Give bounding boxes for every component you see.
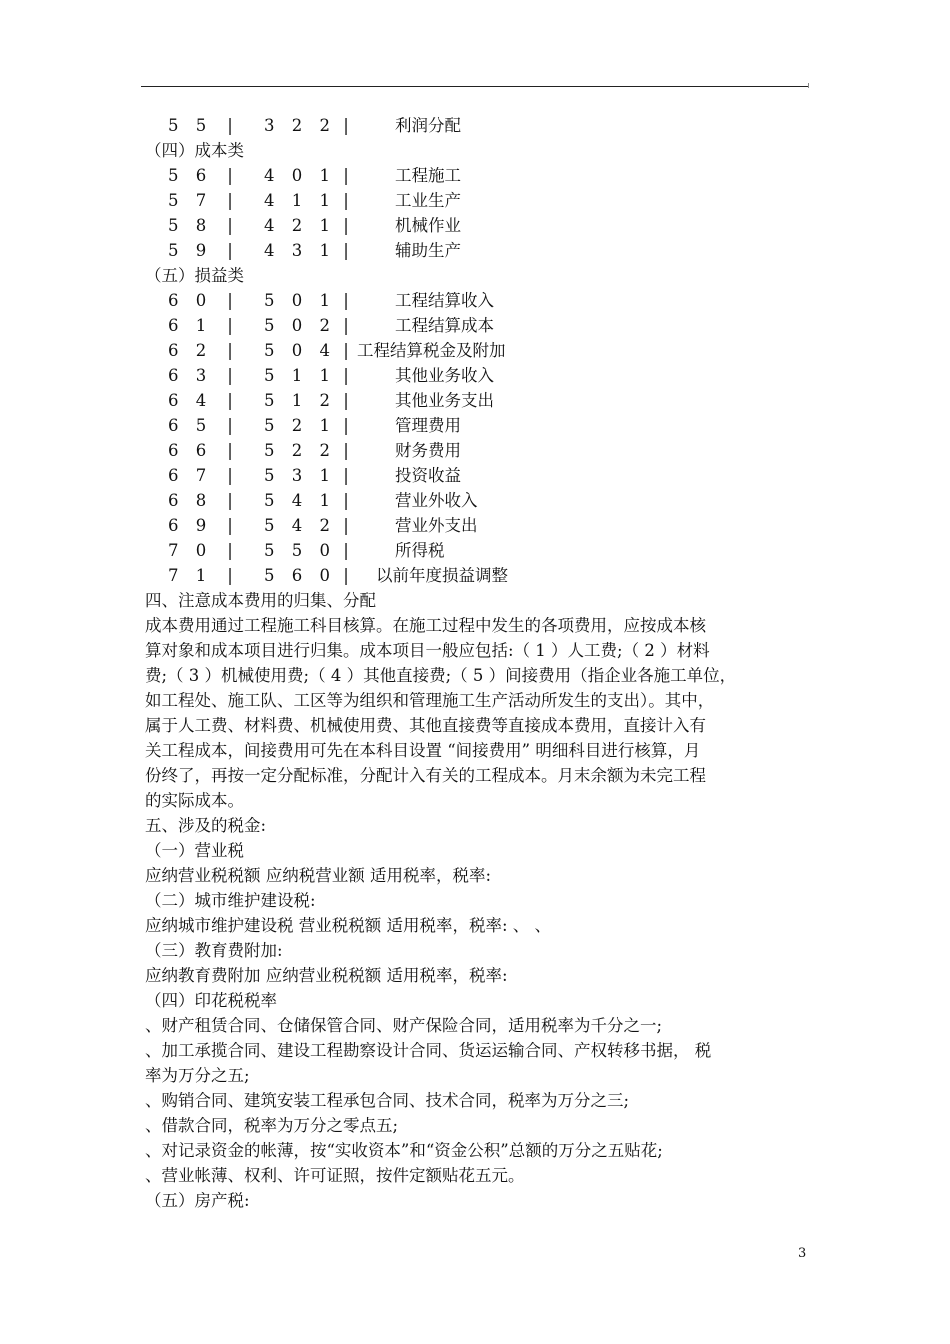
tax-line: 、营业帐薄、权利、许可证照，按件定额贴花五元。 <box>145 1166 525 1185</box>
account-row <box>0 413 950 438</box>
tax-line: 应纳营业税税额 应纳税营业额 适用税率，税率: <box>145 866 492 885</box>
account-code: 5 4 2 <box>264 516 336 535</box>
account-name: 辅助生产 <box>395 241 461 260</box>
account-number: 5 9 <box>168 241 213 260</box>
account-number: 6 2 <box>168 341 213 360</box>
account-name: 管理费用 <box>395 416 461 435</box>
account-row <box>0 388 950 413</box>
column-separator: | <box>227 291 233 310</box>
tax-line: 率为万分之五; <box>145 1066 250 1085</box>
tax-line: 应纳教育费附加 应纳营业税税额 适用税率，税率: <box>145 966 508 985</box>
account-code: 5 0 2 <box>264 316 336 335</box>
paragraph-line: 费;（ 3 ）机械使用费;（ 4 ）其他直接费;（ 5 ）间接费用（指企业各施工单位， <box>145 666 737 685</box>
column-separator: | <box>343 466 349 485</box>
tax-line: 、购销合同、建筑安装工程承包合同、技术合同，税率为万分之三; <box>145 1091 630 1110</box>
column-separator: | <box>227 466 233 485</box>
account-name: 机械作业 <box>395 216 461 235</box>
account-name: 工程结算税金及附加 <box>357 341 506 360</box>
account-row <box>0 238 950 263</box>
column-separator: | <box>227 316 233 335</box>
account-row <box>0 438 950 463</box>
header-rule-tick <box>808 83 809 88</box>
column-separator: | <box>227 191 233 210</box>
account-row <box>0 538 950 563</box>
account-number: 6 6 <box>168 441 213 460</box>
account-number: 6 7 <box>168 466 213 485</box>
column-separator: | <box>343 216 349 235</box>
account-code: 5 2 1 <box>264 416 336 435</box>
column-separator: | <box>343 291 349 310</box>
tax-line: 应纳城市维护建设税 营业税税额 适用税率，税率: 、 、 <box>145 916 552 935</box>
account-number: 6 4 <box>168 391 213 410</box>
account-name: 所得税 <box>395 541 445 560</box>
account-row <box>0 363 950 388</box>
account-number: 5 6 <box>168 166 213 185</box>
account-code: 5 5 0 <box>264 541 336 560</box>
column-separator: | <box>343 516 349 535</box>
section-heading: 五、涉及的税金: <box>145 816 267 835</box>
account-number: 6 0 <box>168 291 213 310</box>
account-code: 4 1 1 <box>264 191 336 210</box>
column-separator: | <box>343 341 349 360</box>
account-number: 5 5 <box>168 116 213 135</box>
account-code: 5 1 1 <box>264 366 336 385</box>
column-separator: | <box>343 241 349 260</box>
paragraph-line: 属于人工费、材料费、机械使用费、其他直接费等直接成本费用，直接计入有 <box>145 716 706 735</box>
tax-line: （一）营业税 <box>145 841 244 860</box>
account-code: 3 2 2 <box>264 116 336 135</box>
column-separator: | <box>227 391 233 410</box>
account-number: 6 5 <box>168 416 213 435</box>
account-code: 5 3 1 <box>264 466 336 485</box>
tax-line: 、借款合同，税率为万分之零点五; <box>145 1116 399 1135</box>
account-number: 7 1 <box>168 566 213 585</box>
tax-line: （五）房产税: <box>145 1191 250 1210</box>
column-separator: | <box>227 341 233 360</box>
account-name: 营业外支出 <box>395 516 478 535</box>
paragraph-line: 的实际成本。 <box>145 791 244 810</box>
account-code: 5 0 1 <box>264 291 336 310</box>
account-row <box>0 513 950 538</box>
account-number: 6 1 <box>168 316 213 335</box>
account-code: 4 2 1 <box>264 216 336 235</box>
column-separator: | <box>343 416 349 435</box>
column-separator: | <box>343 566 349 585</box>
account-code: 5 6 0 <box>264 566 336 585</box>
section-heading: （四）成本类 <box>145 141 244 160</box>
account-name: 工程结算成本 <box>395 316 494 335</box>
tax-line: （二）城市维护建设税: <box>145 891 316 910</box>
column-separator: | <box>227 566 233 585</box>
account-row <box>0 113 950 138</box>
account-name: 利润分配 <box>395 116 461 135</box>
account-code: 5 2 2 <box>264 441 336 460</box>
tax-line: 、对记录资金的帐薄，按“实收资本”和“资金公积”总额的万分之五贴花; <box>145 1141 663 1160</box>
account-number: 5 8 <box>168 216 213 235</box>
column-separator: | <box>343 166 349 185</box>
account-number: 6 3 <box>168 366 213 385</box>
paragraph-line: 成本费用通过工程施工科目核算。在施工过程中发生的各项费用，应按成本核 <box>145 616 706 635</box>
column-separator: | <box>343 116 349 135</box>
paragraph-line: 关工程成本，间接费用可先在本科目设置 “间接费用” 明细科目进行核算，月 <box>145 741 701 760</box>
column-separator: | <box>227 216 233 235</box>
column-separator: | <box>343 391 349 410</box>
account-row <box>0 313 950 338</box>
account-row <box>0 488 950 513</box>
account-code: 5 1 2 <box>264 391 336 410</box>
account-row <box>0 288 950 313</box>
column-separator: | <box>343 316 349 335</box>
column-separator: | <box>227 441 233 460</box>
account-name: 工程结算收入 <box>395 291 494 310</box>
column-separator: | <box>343 541 349 560</box>
account-row <box>0 338 950 363</box>
tax-line: （三）教育费附加: <box>145 941 283 960</box>
account-name: 工程施工 <box>395 166 461 185</box>
account-code: 5 0 4 <box>264 341 336 360</box>
account-code: 4 0 1 <box>264 166 336 185</box>
account-code: 4 3 1 <box>264 241 336 260</box>
account-row <box>0 163 950 188</box>
account-row <box>0 213 950 238</box>
column-separator: | <box>227 366 233 385</box>
account-row <box>0 463 950 488</box>
header-rule <box>141 86 808 87</box>
account-row <box>0 188 950 213</box>
tax-line: 、财产租赁合同、仓储保管合同、财产保险合同，适用税率为千分之一; <box>145 1016 663 1035</box>
paragraph-line: 份终了，再按一定分配标准，分配计入有关的工程成本。月末余额为未完工程 <box>145 766 706 785</box>
account-code: 5 4 1 <box>264 491 336 510</box>
account-name: 其他业务支出 <box>395 391 494 410</box>
column-separator: | <box>343 441 349 460</box>
tax-line: （四）印花税税率 <box>145 991 277 1010</box>
account-name: 以前年度损益调整 <box>376 566 508 585</box>
column-separator: | <box>227 416 233 435</box>
paragraph-line: 算对象和成本项目进行归集。成本项目一般应包括:（ 1 ）人工费;（ 2 ）材料 <box>145 641 710 660</box>
column-separator: | <box>343 366 349 385</box>
column-separator: | <box>343 191 349 210</box>
column-separator: | <box>227 541 233 560</box>
column-separator: | <box>227 116 233 135</box>
column-separator: | <box>227 491 233 510</box>
account-name: 财务费用 <box>395 441 461 460</box>
account-number: 5 7 <box>168 191 213 210</box>
account-row <box>0 563 950 588</box>
section-heading: 四、注意成本费用的归集、分配 <box>145 591 376 610</box>
paragraph-line: 如工程处、施工队、工区等为组织和管理施工生产活动所发生的支出）。其中， <box>145 691 715 710</box>
account-name: 投资收益 <box>395 466 461 485</box>
account-number: 7 0 <box>168 541 213 560</box>
account-name: 工业生产 <box>395 191 461 210</box>
account-number: 6 9 <box>168 516 213 535</box>
page-number: 3 <box>798 1246 807 1261</box>
account-name: 其他业务收入 <box>395 366 494 385</box>
column-separator: | <box>343 491 349 510</box>
column-separator: | <box>227 241 233 260</box>
column-separator: | <box>227 516 233 535</box>
tax-line: 、加工承揽合同、建设工程勘察设计合同、货运运输合同、产权转移书据， 税 <box>145 1041 712 1060</box>
account-number: 6 8 <box>168 491 213 510</box>
column-separator: | <box>227 166 233 185</box>
account-name: 营业外收入 <box>395 491 478 510</box>
section-heading: （五）损益类 <box>145 266 244 285</box>
